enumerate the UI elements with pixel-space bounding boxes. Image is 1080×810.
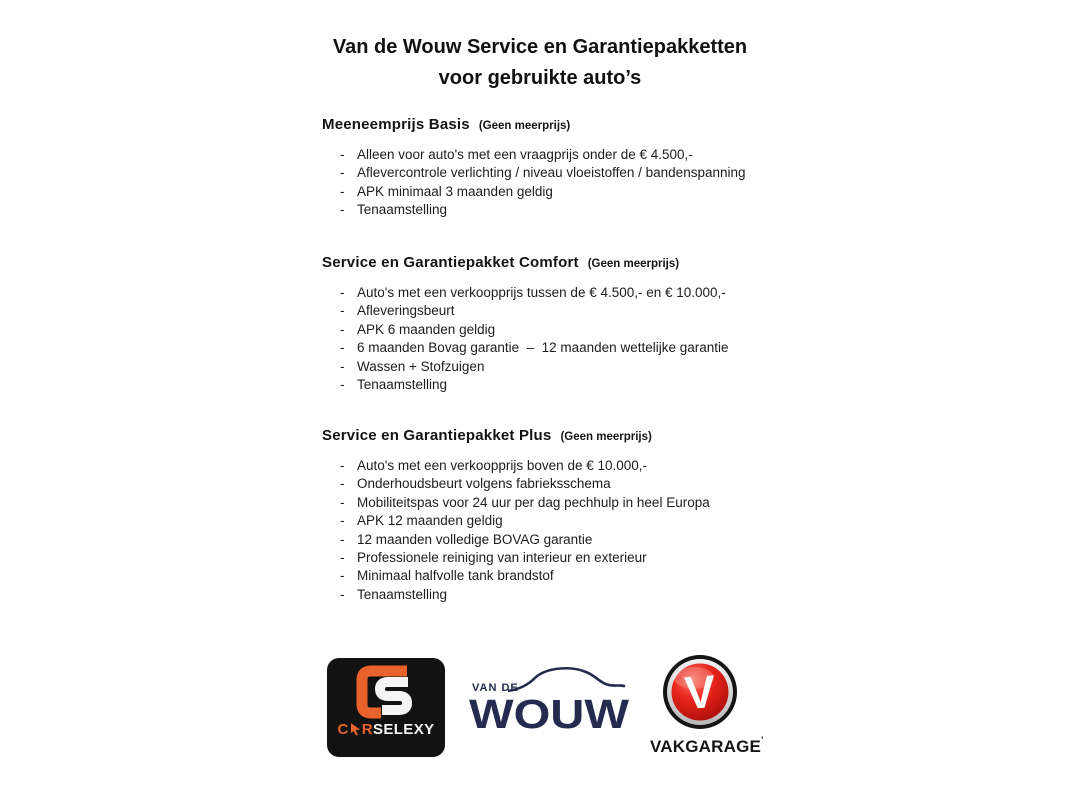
car-silhouette-icon xyxy=(508,668,625,691)
title-line-2: voor gebruikte auto’s xyxy=(438,67,642,89)
list-item xyxy=(340,567,862,585)
bullet-dash: - xyxy=(340,513,345,529)
bullet-dash: - xyxy=(340,586,345,602)
bullet-dash: - xyxy=(340,303,345,319)
section-heading-text: Meeneemprijs Basis xyxy=(322,116,470,133)
van-de-wouw-logo xyxy=(468,666,632,736)
section-heading-note: (Geen meerprijs) xyxy=(478,120,571,132)
list-item xyxy=(340,586,862,604)
title-line-1: Van de Wouw Service en Garantiepakketten xyxy=(332,36,748,58)
vakgarage-letter-v: V xyxy=(682,664,718,720)
bullet-dash: - xyxy=(340,202,345,218)
cs-monogram-icon xyxy=(354,663,418,721)
list-item xyxy=(340,146,862,164)
vakgarage-roundel-icon xyxy=(650,652,762,732)
carselexy-wordmark xyxy=(337,722,434,737)
vakgarage-logo xyxy=(650,652,762,755)
list-item xyxy=(340,494,862,512)
bullet-dash: - xyxy=(340,285,345,300)
vakgarage-wordmark xyxy=(650,735,762,757)
list-item-text: Alleen voor auto's met een vraagprijs onder de € 4.500,- xyxy=(357,147,693,162)
vakgarage-trademark: ’ xyxy=(761,735,764,745)
list-item xyxy=(340,475,862,493)
list-item-text: APK 12 maanden geldig xyxy=(357,513,503,529)
list-item-text: APK minimaal 3 maanden geldig xyxy=(357,183,553,199)
list-item xyxy=(340,376,862,394)
section-heading xyxy=(322,117,862,134)
list-item-text: Aflevercontrole verlichting / niveau vloeistoffen / bandenspanning xyxy=(357,165,746,181)
carselexy-logo xyxy=(327,658,445,757)
list-item xyxy=(340,183,862,201)
list-item xyxy=(340,164,862,182)
list-item-text: Mobiliteitspas voor 24 uur per dag pechhulp in heel Europa xyxy=(357,494,710,510)
list-item xyxy=(340,457,862,475)
list-item xyxy=(340,284,862,302)
bullet-dash: - xyxy=(340,550,345,566)
bullet-dash: - xyxy=(340,377,345,393)
list-item-text: Wassen + Stofzuigen xyxy=(357,358,485,374)
section-heading-text: Service en Garantiepakket Comfort xyxy=(322,254,579,271)
bullet-list xyxy=(322,146,862,220)
list-item xyxy=(340,512,862,530)
list-item xyxy=(340,339,862,357)
list-item-text: Professionele reiniging van interieur en exterieur xyxy=(357,550,647,566)
list-item xyxy=(340,549,862,567)
list-item-text: APK 6 maanden geldig xyxy=(357,321,496,337)
bullet-dash: - xyxy=(340,568,345,584)
bullet-dash: - xyxy=(340,476,345,492)
list-item xyxy=(340,321,862,339)
bullet-dash: - xyxy=(340,183,345,199)
section-meeneemprijs-basis xyxy=(322,117,862,220)
section-pakket-plus xyxy=(322,428,862,604)
cursor-arrow-icon xyxy=(350,723,361,736)
list-item-text: 12 maanden volledige BOVAG garantie xyxy=(357,531,593,547)
list-item xyxy=(340,302,862,320)
bullet-dash: - xyxy=(340,494,345,510)
section-pakket-comfort xyxy=(322,255,862,394)
bullet-dash: - xyxy=(340,340,345,356)
document-title xyxy=(0,32,1080,94)
wouw-name: WOUW xyxy=(469,691,630,736)
wouw-topline: VAN DE xyxy=(472,682,519,694)
bullet-dash: - xyxy=(340,321,345,337)
bullet-dash: - xyxy=(340,147,345,162)
carselexy-letter-c: C xyxy=(337,721,349,738)
list-item xyxy=(340,531,862,549)
list-item-text: 6 maanden Bovag garantie – 12 maanden wettelijke garantie xyxy=(357,340,729,356)
vakgarage-name-text: VAKGARAGE xyxy=(650,737,762,756)
list-item-text: Afleveringsbeurt xyxy=(357,303,455,319)
section-heading-text: Service en Garantiepakket Plus xyxy=(322,427,552,444)
list-item-text: Onderhoudsbeurt volgens fabrieksschema xyxy=(357,476,611,492)
bullet-list xyxy=(322,457,862,604)
section-heading-note: (Geen meerprijs) xyxy=(587,258,680,270)
list-item xyxy=(340,201,862,219)
bullet-dash: - xyxy=(340,358,345,374)
bullet-list xyxy=(322,284,862,394)
list-item-text: Minimaal halfvolle tank brandstof xyxy=(357,568,554,584)
list-item xyxy=(340,358,862,376)
bullet-dash: - xyxy=(340,531,345,547)
carselexy-wordmark-rest: SELEXY xyxy=(372,721,435,738)
bullet-dash: - xyxy=(340,458,345,473)
section-heading xyxy=(322,255,862,272)
carselexy-letter-r: R xyxy=(361,721,373,738)
wouw-wordmark xyxy=(468,666,632,736)
section-heading-note: (Geen meerprijs) xyxy=(560,431,652,443)
list-item-text: Auto's met een verkoopprijs boven de € 10.000,- xyxy=(357,458,648,473)
list-item-text: Tenaamstelling xyxy=(357,586,448,602)
list-item-text: Tenaamstelling xyxy=(357,377,448,393)
bullet-dash: - xyxy=(340,165,345,181)
section-heading xyxy=(322,428,862,445)
list-item-text: Tenaamstelling xyxy=(357,202,448,218)
list-item-text: Auto's met een verkoopprijs tussen de € 4.500,- en € 10.000,- xyxy=(357,285,726,300)
